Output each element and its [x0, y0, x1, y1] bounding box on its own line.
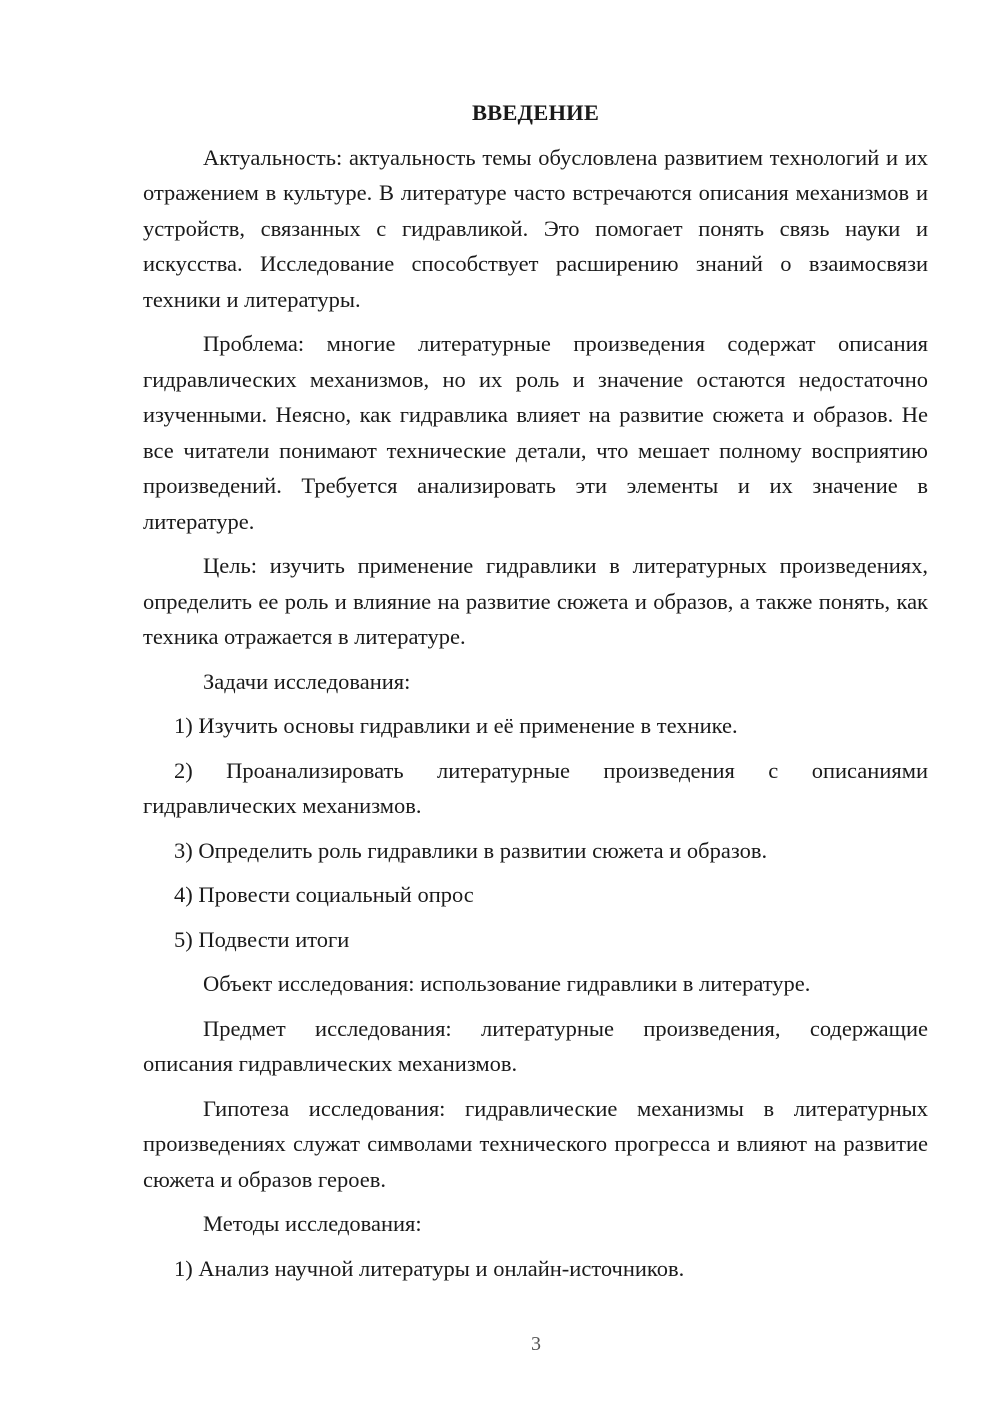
page-content [143, 95, 928, 1295]
paragraph-relevance: Актуальность: актуальность темы обусловлена развитием технологий и их отражением в культуре. В литературе часто встречаются описания механизмов и устройств, связанных с гидравликой. Это помогает понять связь науки и искусства. Исследование способствует расширению знаний о взаимосвязи техники и литературы. [143, 144, 928, 312]
paragraph-object: Объект исследования: использование гидравлики в литературе. [203, 971, 811, 996]
task-item: 4) Провести социальный опрос [174, 882, 474, 907]
page-number: 3 [531, 1333, 541, 1355]
paragraph-problem: Проблема: многие литературные произведения содержат описания гидравлических механизмов, но их роль и значение остаются недостаточно изученными. Неясно, как гидравлика влияет на развитие сюжета и образов. Не все читатели понимают технические детали, что мешает полному восприятию произведений. Требуется анализировать эти элементы и их значение в литературе. [143, 331, 928, 534]
paragraph-goal: Цель: изучить применение гидравлики в литературных произведениях, определить ее роль и влияние на развитие сюжета и образов, а также понять, как техника отражается в литературе. [143, 553, 928, 649]
methods-heading: Методы исследования: [203, 1211, 422, 1236]
paragraph-hypothesis: Гипотеза исследования: гидравлические механизмы в литературных произведениях служат символами технического прогресса и влияют на развитие сюжета и образов героев. [143, 1095, 928, 1192]
page-title: ВВЕДЕНИЕ [471, 100, 600, 125]
method-item: 1) Анализ научной литературы и онлайн-источников. [174, 1255, 685, 1281]
task-item: 3) Определить роль гидравлики в развитии сюжета и образов. [174, 837, 768, 863]
tasks-heading: Задачи исследования: [203, 668, 411, 694]
paragraph-subject: Предмет исследования: литературные произведения, содержащие описания гидравлических механизмов. [143, 1015, 928, 1076]
task-item: 1) Изучить основы гидравлики и её применение в технике. [174, 713, 738, 738]
task-item: 2) Проанализировать литературные произведения с описаниями гидравлических механизмов. [143, 757, 928, 818]
task-item: 5) Подвести итоги [174, 926, 350, 952]
